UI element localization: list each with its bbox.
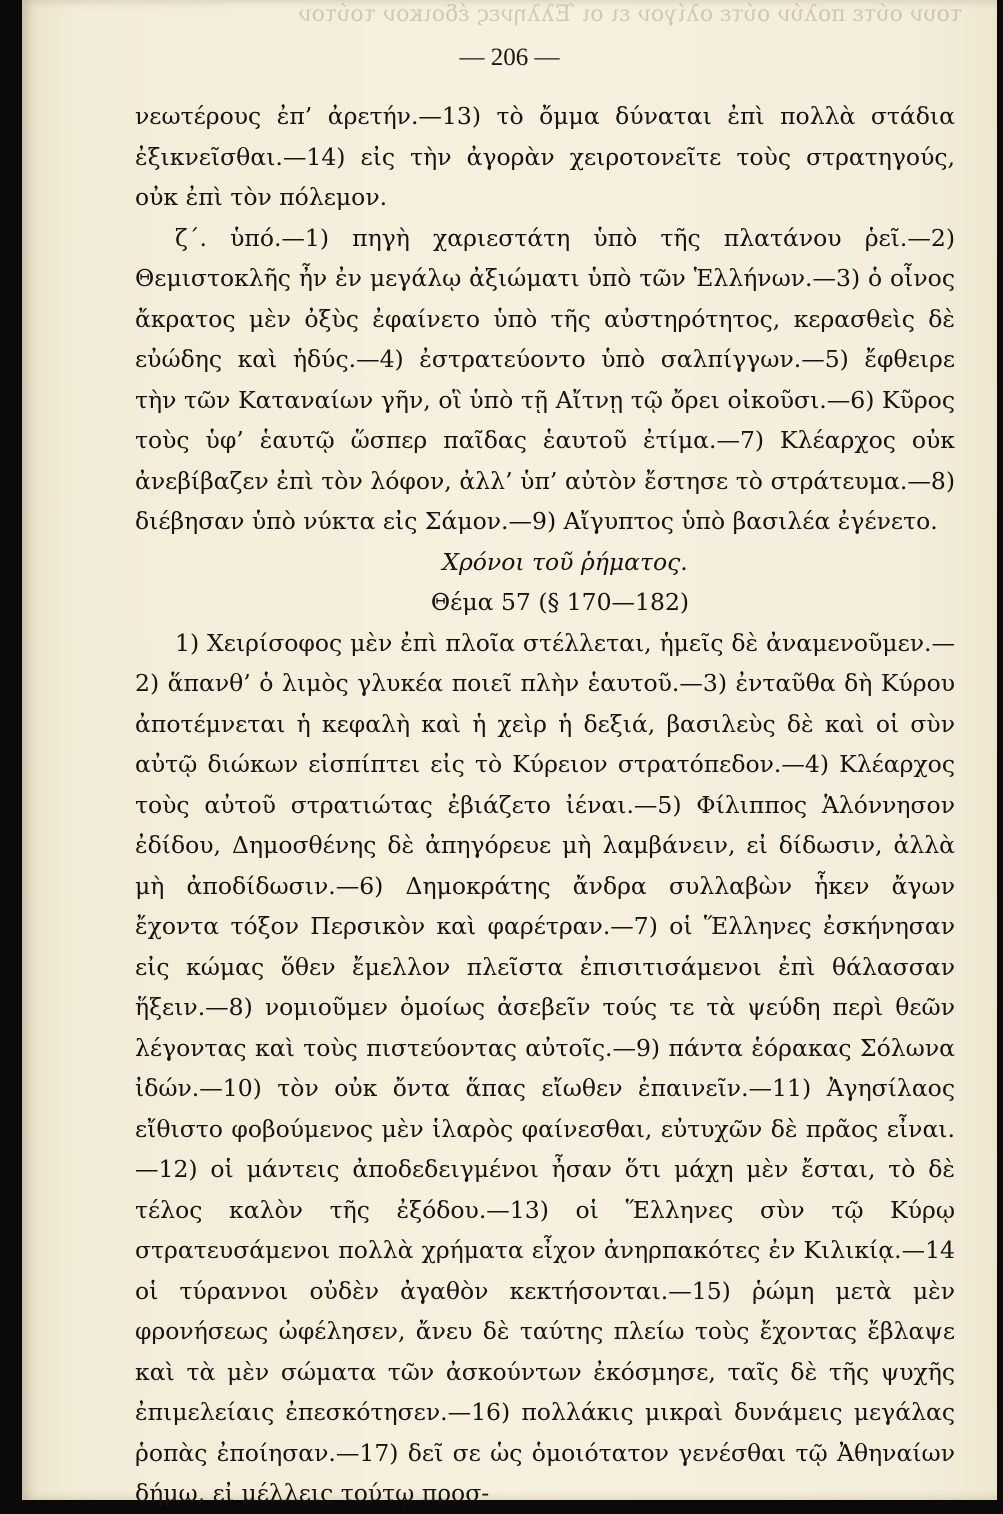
section-heading: Χρόνοι τοῦ ῥήματος. xyxy=(442,547,688,576)
bleed-through-text: τουν ούτε πολύν ούτε ολίγον ει οι Έλληνες έδοικον τούτον xyxy=(298,2,962,27)
exercise-hypo-paragraph: ζ΄. ὑπό.—1) πηγὴ χαριεστάτη ὑπὸ τῆς πλατάνου ῥεῖ.—2) Θεμιστοκλῆς ἦν ἐν μεγάλῳ ἀξιώματι ὑπὸ τῶν Ἑλλήνων.—3) ὁ οἶνος ἄκρατος μὲν ὀξὺς ἐφαίνετο ὑπὸ τῆς αὐστηρότητος, κερασθεὶς δὲ εὐώδης καὶ ἡδύς.—4) ἐστρατεύοντο ὑπὸ σαλπίγγων.—5) ἔφθειρε τὴν τῶν Καταναίων γῆν, οἳ ὑπὸ τῇ Αἴτνῃ τῷ ὄρει οἰκοῦσι.—6) Κῦρος τοὺς ὑφ’ ἑαυτῷ ὥσπερ παῖδας ἑαυτοῦ ἐτίμα.—7) Κλέαρχος οὐκ ἀνεβίβαζεν ἐπὶ τὸν λόφον, ἀλλ’ ὑπ’ αὐτὸν ἔστησε τὸ στράτευμα.—8) διέβησαν ὑπὸ νύκτα εἰς Σάμον.—9) Αἴγυπτος ὑπὸ βασιλέα ἐγένετο. xyxy=(135,223,955,535)
theme-57-paragraph: 1) Χειρίσοφος μὲν ἐπὶ πλοῖα στέλλεται, ἡμεῖς δὲ ἀναμενοῦμεν.—2) ἅπανθ’ ὁ λιμὸς γλυκέα ποιεῖ πλὴν ἑαυτοῦ.—3) ἐνταῦθα δὴ Κύρου ἀποτέμνεται ἡ κεφαλὴ καὶ ἡ χεὶρ ἡ δεξιά, βασιλεὺς δὲ καὶ οἱ σὺν αὐτῷ διώκων εἰσπίπτει εἰς τὸ Κύρειον στρατόπεδον.—4) Κλέαρχος τοὺς αὐτοῦ στρατιώτας ἐβιάζετο ἰέναι.—5) Φίλιππος Ἁλόννησον ἐδίδου, Δημοσθένης δὲ ἀπηγόρευε μὴ λαμβάνειν, εἰ δίδωσιν, ἀλλὰ μὴ ἀποδίδωσιν.—6) Δημοκράτης ἄνδρα συλλαβὼν ἧκεν ἄγων ἔχοντα τόξον Περσικὸν καὶ φαρέτραν.—7) οἱ Ἕλληνες ἐσκήνησαν εἰς κώμας ὅθεν ἔμελλον πλεῖστα ἐπισιτισάμενοι ἐπὶ θάλασσαν ἥξειν.—8) νομιοῦμεν ὁμοίως ἀσεβεῖν τούς τε τὰ ψεύδη περὶ θεῶν λέγοντας καὶ τοὺς πιστεύοντας αὐτοῖς.—9) πάντα ἑόρακας Σόλωνα ἰδών.—10) τὸν οὐκ ὄντα ἅπας εἴωθεν ἐπαινεῖν.—11) Ἀγησίλαος εἴθιστο φοβούμενος μὲν ἱλαρὸς φαίνεσθαι, εὐτυχῶν δὲ πρᾶος εἶναι.—12) οἱ μάντεις ἀποδεδειγμένοι ἦσαν ὅτι μάχη μὲν ἔσται, τὸ δὲ τέλος καλὸν τῆς ἐξόδου.—13) οἱ Ἕλληνες σὺν τῷ Κύρῳ στρατευσάμενοι πολλὰ χρήματα εἶχον ἀνηρπακότες ἐν Κιλικίᾳ.—14 οἱ τύραννοι οὐδὲν ἀγαθὸν κεκτήσονται.—15) ῥώμη μετὰ μὲν φρονήσεως ὠφέλησεν, ἄνευ δὲ ταύτης πλείω τοὺς ἔχοντας ἔβλαψε καὶ τὰ μὲν σώματα τῶν ἀσκούντων ἐκόσμησε, ταῖς δὲ τῆς ψυχῆς ἐπιμελείαις ἐπεσκότησεν.—16) πολλάκις μικραὶ δυνάμεις μεγάλας ῥοπὰς ἐποίησαν.—17) δεῖ σε ὡς ὁμοιότατον γενέσθαι τῷ Ἀθηναίων δήμῳ, εἰ μέλλεις τούτῳ προσ- xyxy=(135,628,955,1507)
book-page xyxy=(22,0,997,1507)
theme-heading: Θέμα 57 (§ 170—182) xyxy=(430,588,690,616)
page-body xyxy=(135,96,955,1514)
exercise-continuation-paragraph: νεωτέρους ἐπ’ ἀρετήν.—13) τὸ ὄμμα δύναται ἐπὶ πολλὰ στάδια ἐξικνεῖσθαι.—14) εἰς τὴν ἀγορὰν χειροτονεῖτε τοὺς στρατηγούς, οὐκ ἐπὶ τὸν πόλεμον. xyxy=(135,102,955,211)
page-number: — 206 — xyxy=(459,44,560,71)
